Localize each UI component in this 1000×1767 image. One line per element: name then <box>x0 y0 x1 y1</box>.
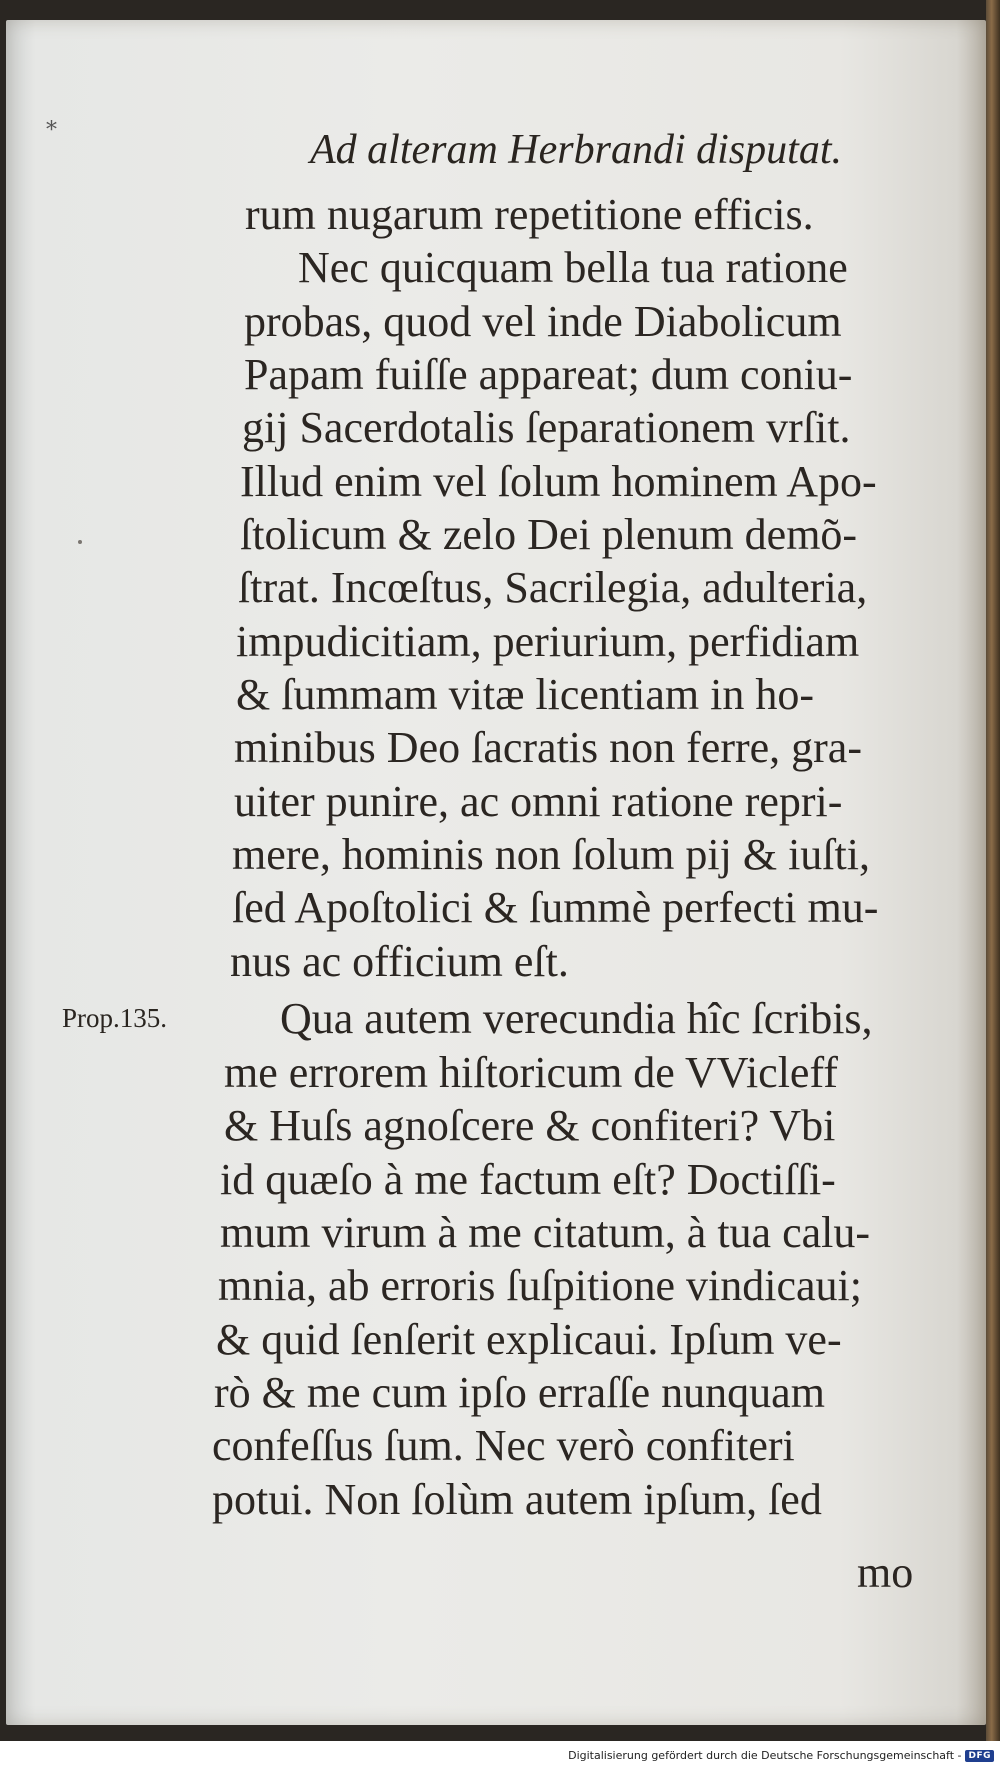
book-binding-edge <box>986 0 1000 1767</box>
text-line: gij Sacerdotalis ſeparationem vrſit. <box>242 403 851 452</box>
text-line: rum nugarum repetitione efficis. <box>245 190 814 239</box>
text-line: & Huſs agnoſcere & confiteri? Vbi <box>224 1101 836 1150</box>
text-line: ſtolicum & zelo Dei plenum demõ- <box>240 510 858 559</box>
text-line: Nec quicquam bella tua ratione <box>298 243 848 292</box>
catchword: mo <box>857 1548 914 1597</box>
text-line: confeſſus ſum. Nec verò confiteri <box>212 1421 795 1470</box>
text-line: id quæſo à me factum eſt? Doctiſſi- <box>220 1155 836 1204</box>
text-line: impudicitiam, periurium, perfidiam <box>236 617 860 666</box>
text-line: minibus Deo ſacratis non ferre, gra- <box>234 723 862 772</box>
text-line: mere, hominis non ſolum pij & iuſti, <box>232 830 870 879</box>
ink-speck <box>78 540 82 544</box>
running-head: Ad alteram Herbrandi disputat. <box>310 127 842 173</box>
text-line: potui. Non ſolùm autem ipſum, ſed <box>212 1475 822 1524</box>
text-line: mum virum à me citatum, à tua calu- <box>220 1208 871 1257</box>
text-line: rò & me cum ipſo erraſſe nunquam <box>214 1368 825 1417</box>
text-line: & ſummam vitæ licentiam in ho- <box>236 670 815 719</box>
text-line: Illud enim vel ſolum hominem Apo- <box>240 457 877 506</box>
text-line: nus ac officium eſt. <box>230 937 569 986</box>
footer-credit <box>568 1749 994 1762</box>
text-line: probas, quod vel inde Diabolicum <box>244 297 842 346</box>
text-line: Qua autem verecundia hîc ſcribis, <box>280 994 873 1043</box>
text-line: ſtrat. Incœſtus, Sacrilegia, adulteria, <box>238 563 868 612</box>
text-line: & quid ſenſerit explicaui. Ipſum ve- <box>216 1315 842 1364</box>
text-line: mnia, ab erroris ſuſpitione vindicaui; <box>218 1261 862 1310</box>
text-line: Papam fuiſſe appareat; dum coniu- <box>244 350 853 399</box>
marginal-note: Prop.135. <box>62 1003 168 1033</box>
footer-bar <box>0 1741 1000 1767</box>
text-line: ſed Apoſtolici & ſummè perfecti mu- <box>232 883 879 932</box>
text-line: uiter punire, ac omni ratione repri- <box>234 777 843 826</box>
text-line: me errorem hiſtoricum de VVicleff <box>224 1048 838 1097</box>
corner-mark: * <box>46 118 57 143</box>
footer-credit-text: Digitalisierung gefördert durch die Deutsche Forschungsgemeinschaft - <box>568 1749 962 1762</box>
dfg-logo: DFG <box>965 1750 994 1762</box>
